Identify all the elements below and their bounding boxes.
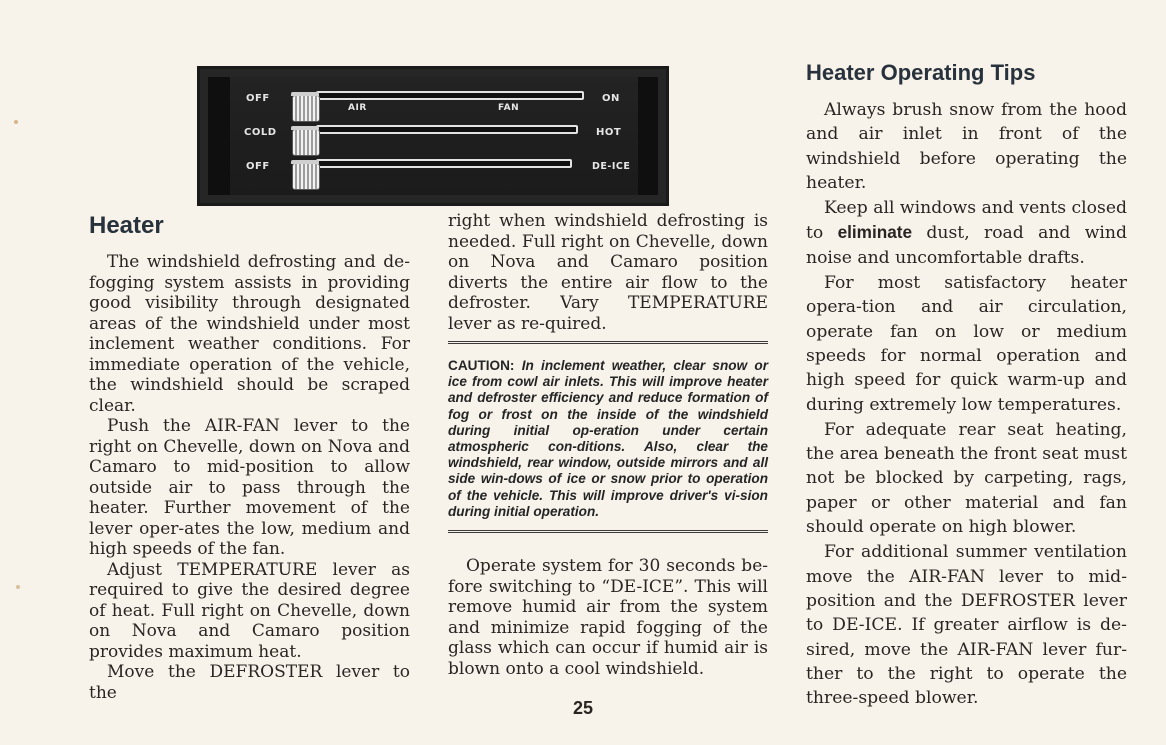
tips-paragraph-5: For additional summer ventilation move the AIR-FAN lever to mid-position and the DEFROSTER lever to DE-ICE. If greater airflow is de-sired, move the AIR-FAN lever fur-ther to the right to operate the three-speed blower. bbox=[806, 542, 1127, 709]
tips-p2-before: Keep all windows and vents closed to bbox=[806, 198, 1127, 244]
heater-tips-section bbox=[806, 60, 1127, 711]
air-fan-lever-knob bbox=[292, 95, 320, 122]
tips-paragraph-4: For adequate rear seat heating, the area beneath the front seat must not be blocked by carpeting, rags, paper or other material and fan should operate on high blower. bbox=[806, 419, 1127, 538]
operate-system-section bbox=[448, 556, 768, 679]
control-face bbox=[230, 77, 638, 195]
tips-paragraph-3: For most satisfactory heater opera-tion and air circulation, operate fan on low or medium speeds for normal operation and high speed for quick warm-up and during extremely low temperatures. bbox=[806, 273, 1127, 415]
label-de-ice: DE-ICE bbox=[592, 161, 631, 172]
heater-paragraph-2: Push the AIR-FAN lever to the right on Chevelle, down on Nova and Camaro to mid-position to allow outside air to pass through the heater. Further movement of the lever oper-ates the low, medium and high speeds of the fan. bbox=[89, 416, 410, 559]
heater-paragraph-1: The windshield defrosting and de-fogging system assists in providing good visibility through designated areas of the windshield under most inclement weather conditions. For immediate operation of the vehicle, the windshield should be scraped clear. bbox=[89, 252, 410, 416]
heater-paragraph-4: Move the DEFROSTER lever to the bbox=[89, 662, 410, 703]
tips-p2-after: dust, road and wind noise and uncomfortable drafts. bbox=[806, 223, 1127, 268]
defroster-continuation bbox=[448, 211, 768, 334]
air-fan-track bbox=[316, 91, 584, 100]
heater-paragraph-3: Adjust TEMPERATURE lever as required to give the desired degree of heat. Full right on Chevelle, down on Nova and Camaro position provides maximum heat. bbox=[89, 559, 410, 662]
defroster-paragraph: right when windshield defrosting is needed. Full right on Chevelle, down on Nova and Camaro position diverts the entire air flow to the defroster. Vary TEMPERATURE lever as re-quired. bbox=[448, 211, 768, 334]
caution-label: CAUTION: bbox=[448, 358, 515, 373]
label-cold: COLD bbox=[244, 127, 277, 138]
tips-paragraph-2 bbox=[806, 196, 1127, 270]
operate-system-paragraph: Operate system for 30 seconds be-fore switching to “DE-ICE”. This will remove humid air from the system and minimize rapid fogging of the glass which can occur if humid air is blown onto a cool windshield. bbox=[448, 556, 768, 679]
caution-box bbox=[448, 341, 768, 533]
heater-section bbox=[89, 212, 410, 703]
tips-p2-bold: eliminate bbox=[837, 222, 913, 243]
label-on: ON bbox=[602, 93, 620, 104]
label-fan: FAN bbox=[498, 103, 520, 113]
label-off-top: OFF bbox=[246, 93, 270, 104]
defroster-track bbox=[316, 159, 572, 168]
heater-heading: Heater bbox=[89, 212, 164, 239]
page-number: 25 bbox=[572, 698, 594, 718]
heater-control-panel-photo bbox=[197, 66, 669, 206]
temperature-track bbox=[316, 125, 578, 134]
defroster-lever-knob bbox=[292, 163, 320, 190]
label-hot: HOT bbox=[596, 127, 622, 138]
temperature-lever-knob bbox=[292, 129, 320, 156]
label-off-bottom: OFF bbox=[246, 161, 270, 172]
tips-paragraph-1: Always brush snow from the hood and air inlet in front of the windshield before operating the heater. bbox=[806, 100, 1127, 193]
caution-text: In inclement weather, clear snow or ice from cowl air inlets. This will improve heater and defroster efficiency and reduce formation of fog or frost on the inside of the windshield during initial op-eration under certain atmospheric con-ditions. Also, clear the windshield, rear window, outside mirrors and all side win-dows of ice or snow prior to operation of the vehicle. This will improve driver's vi-sion during initial operation. bbox=[448, 358, 769, 519]
tips-heading: Heater Operating Tips bbox=[806, 60, 1036, 85]
label-air: AIR bbox=[348, 103, 367, 113]
